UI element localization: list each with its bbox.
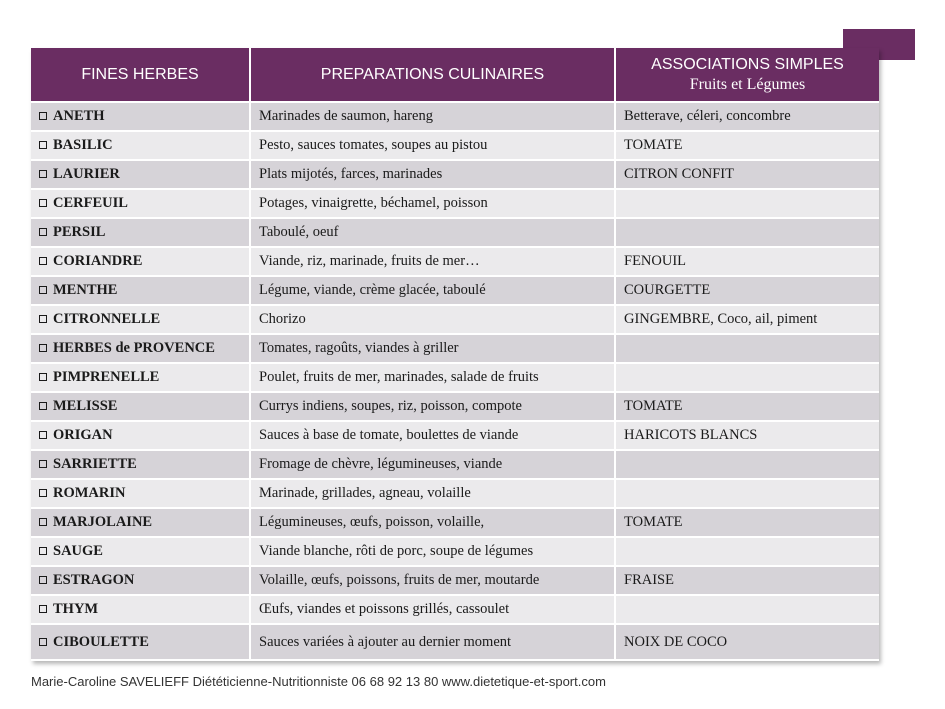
checkbox-icon — [39, 344, 47, 352]
table-row — [31, 102, 879, 131]
checkbox-icon — [39, 489, 47, 497]
table-row — [31, 421, 879, 450]
herb-name: ORIGAN — [53, 427, 113, 443]
table-row — [31, 334, 879, 363]
preparation-cell: Tomates, ragoûts, viandes à griller — [250, 334, 615, 363]
association-cell — [615, 363, 879, 392]
association-cell — [615, 334, 879, 363]
herb-cell — [31, 421, 250, 450]
herb-cell — [31, 334, 250, 363]
table-row — [31, 363, 879, 392]
herb-name: HERBES de PROVENCE — [53, 340, 215, 356]
table-row — [31, 131, 879, 160]
checkbox-icon — [39, 141, 47, 149]
association-cell: FRAISE — [615, 566, 879, 595]
herb-name: CIBOULETTE — [53, 633, 149, 650]
preparation-cell: Poulet, fruits de mer, marinades, salade de fruits — [250, 363, 615, 392]
checkbox-icon — [39, 286, 47, 294]
herb-cell — [31, 363, 250, 392]
checkbox-icon — [39, 112, 47, 120]
table-row — [31, 189, 879, 218]
table-row — [31, 160, 879, 189]
table-row — [31, 247, 879, 276]
preparation-cell: Sauces variées à ajouter au dernier moment — [250, 624, 615, 660]
preparation-cell: Œufs, viandes et poissons grillés, cassoulet — [250, 595, 615, 624]
checkbox-icon — [39, 228, 47, 236]
preparation-cell: Chorizo — [250, 305, 615, 334]
association-cell — [615, 479, 879, 508]
checkbox-icon — [39, 576, 47, 584]
herb-name: LAURIER — [53, 166, 120, 182]
herb-name: ROMARIN — [53, 485, 126, 501]
header-fines-herbes: FINES HERBES — [31, 48, 250, 102]
association-cell: FENOUIL — [615, 247, 879, 276]
herb-name: THYM — [53, 601, 99, 617]
herb-name: MELISSE — [53, 398, 118, 414]
preparation-cell: Légumineuses, œufs, poisson, volaille, — [250, 508, 615, 537]
association-cell: HARICOTS BLANCS — [615, 421, 879, 450]
checkbox-icon — [39, 547, 47, 555]
table-row — [31, 276, 879, 305]
table-row — [31, 450, 879, 479]
association-cell: TOMATE — [615, 508, 879, 537]
checkbox-icon — [39, 257, 47, 265]
table-row — [31, 479, 879, 508]
table-header-row — [31, 48, 879, 102]
herb-name: ESTRAGON — [53, 572, 135, 588]
table-row — [31, 305, 879, 334]
association-cell: COURGETTE — [615, 276, 879, 305]
header-associations-subtitle: Fruits et Légumes — [689, 75, 806, 93]
herb-cell — [31, 392, 250, 421]
herb-cell — [31, 102, 250, 131]
herb-name: MARJOLAINE — [53, 514, 153, 530]
checkbox-icon — [39, 518, 47, 526]
preparation-cell: Currys indiens, soupes, riz, poisson, compote — [250, 392, 615, 421]
herb-name: CERFEUIL — [53, 195, 128, 211]
herb-cell — [31, 566, 250, 595]
herb-name: MENTHE — [53, 282, 118, 298]
association-cell: CITRON CONFIT — [615, 160, 879, 189]
header-preparations: PREPARATIONS CULINAIRES — [250, 48, 615, 102]
association-cell — [615, 450, 879, 479]
table-row — [31, 624, 879, 660]
herb-cell — [31, 450, 250, 479]
herb-name: SARRIETTE — [53, 456, 137, 472]
herb-cell — [31, 624, 250, 660]
association-cell: Betterave, céleri, concombre — [615, 102, 879, 131]
association-cell — [615, 218, 879, 247]
herb-cell — [31, 131, 250, 160]
preparation-cell: Potages, vinaigrette, béchamel, poisson — [250, 189, 615, 218]
checkbox-icon — [39, 638, 47, 646]
association-cell: TOMATE — [615, 392, 879, 421]
herb-cell — [31, 508, 250, 537]
preparation-cell: Légume, viande, crème glacée, taboulé — [250, 276, 615, 305]
table-row — [31, 218, 879, 247]
herb-cell — [31, 247, 250, 276]
herb-name: SAUGE — [53, 543, 103, 559]
herb-cell — [31, 218, 250, 247]
herb-cell — [31, 537, 250, 566]
association-cell: NOIX DE COCO — [615, 624, 879, 660]
preparation-cell: Marinades de saumon, hareng — [250, 102, 615, 131]
checkbox-icon — [39, 199, 47, 207]
checkbox-icon — [39, 431, 47, 439]
herb-cell — [31, 595, 250, 624]
preparation-cell: Plats mijotés, farces, marinades — [250, 160, 615, 189]
table-row — [31, 595, 879, 624]
herb-name: CORIANDRE — [53, 253, 143, 269]
herbs-table — [31, 48, 879, 661]
table-row — [31, 537, 879, 566]
preparation-cell: Sauces à base de tomate, boulettes de viande — [250, 421, 615, 450]
herb-cell — [31, 479, 250, 508]
preparation-cell: Volaille, œufs, poissons, fruits de mer, moutarde — [250, 566, 615, 595]
association-cell — [615, 189, 879, 218]
table-row — [31, 392, 879, 421]
checkbox-icon — [39, 460, 47, 468]
checkbox-icon — [39, 315, 47, 323]
herb-name: BASILIC — [53, 137, 113, 153]
association-cell: TOMATE — [615, 131, 879, 160]
preparation-cell: Viande, riz, marinade, fruits de mer… — [250, 247, 615, 276]
preparation-cell: Viande blanche, rôti de porc, soupe de légumes — [250, 537, 615, 566]
herb-name: ANETH — [53, 108, 105, 124]
header-associations-title: ASSOCIATIONS SIMPLES — [651, 55, 844, 73]
header-associations — [615, 48, 879, 102]
table-row — [31, 566, 879, 595]
preparation-cell: Taboulé, oeuf — [250, 218, 615, 247]
table-row — [31, 508, 879, 537]
herb-cell — [31, 276, 250, 305]
preparation-cell: Pesto, sauces tomates, soupes au pistou — [250, 131, 615, 160]
checkbox-icon — [39, 402, 47, 410]
footer-credit: Marie-Caroline SAVELIEFF Diététicienne-Nutritionniste 06 68 92 13 80 www.dietetique-et-sport.com — [31, 674, 606, 689]
preparation-cell: Marinade, grillades, agneau, volaille — [250, 479, 615, 508]
checkbox-icon — [39, 605, 47, 613]
herb-cell — [31, 160, 250, 189]
checkbox-icon — [39, 170, 47, 178]
table-body — [31, 102, 879, 660]
association-cell — [615, 537, 879, 566]
herb-cell — [31, 189, 250, 218]
herb-name: PERSIL — [53, 224, 106, 240]
herb-cell — [31, 305, 250, 334]
herb-name: PIMPRENELLE — [53, 369, 160, 385]
herb-name: CITRONNELLE — [53, 311, 161, 327]
preparation-cell: Fromage de chèvre, légumineuses, viande — [250, 450, 615, 479]
checkbox-icon — [39, 373, 47, 381]
association-cell — [615, 595, 879, 624]
association-cell: GINGEMBRE, Coco, ail, piment — [615, 305, 879, 334]
